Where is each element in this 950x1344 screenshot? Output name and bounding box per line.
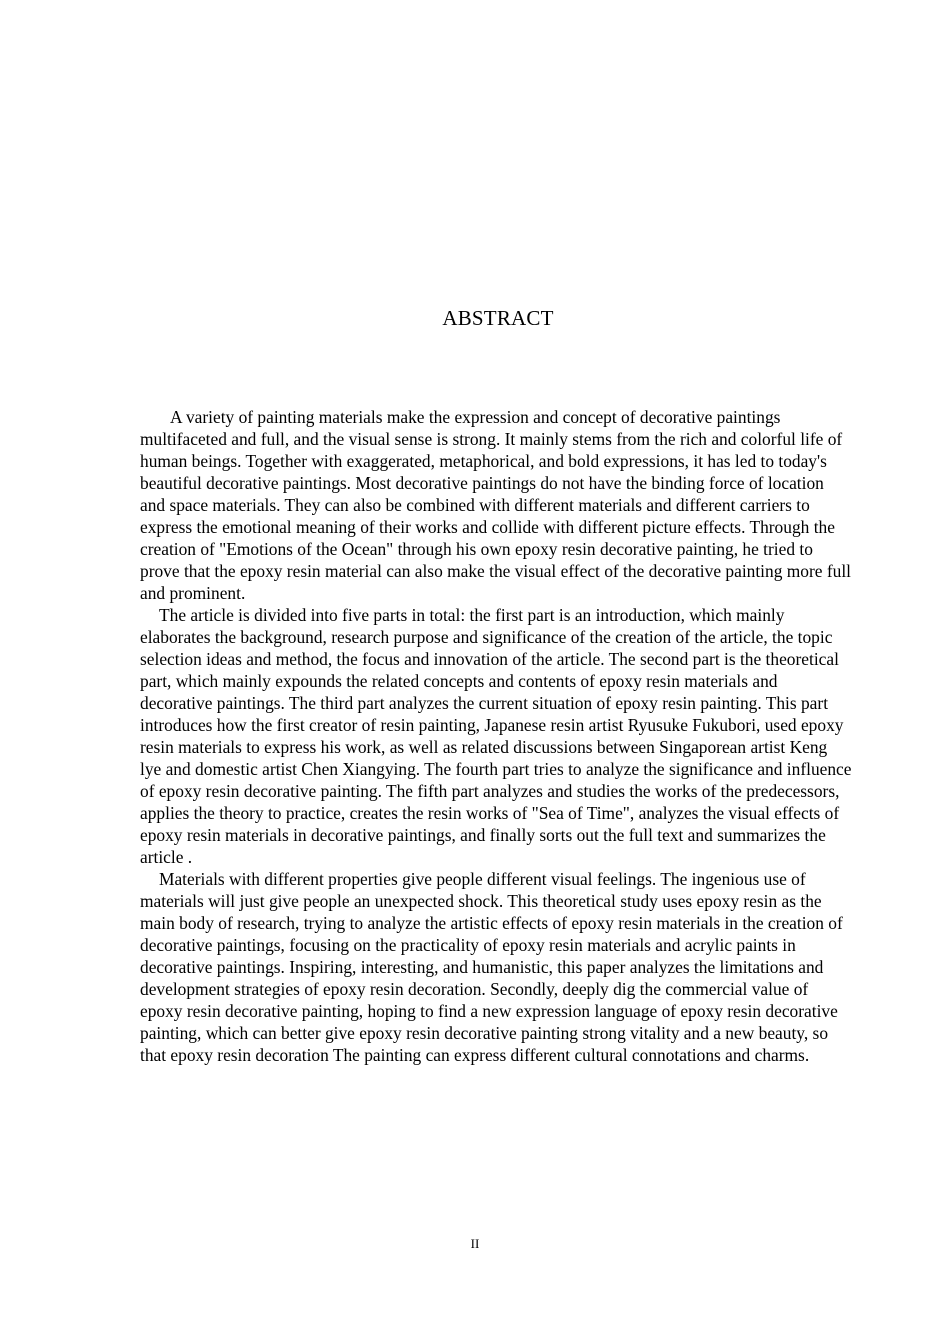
abstract-body [140, 406, 852, 1066]
abstract-paragraph-1: A variety of painting materials make the expression and concept of decorative paintings multifaceted and full, and the visual sense is strong. It mainly stems from the rich and colorful life of human beings. Together with exaggerated, metaphorical, and bold expressions, it has led to today's beautiful decorative paintings. Most decorative paintings do not have the binding force of location and space materials. They can also be combined with different materials and different carriers to express the emotional meaning of their works and collide with different picture effects. Through the creation of "Emotions of the Ocean" through his own epoxy resin decorative painting, he tried to prove that the epoxy resin material can also make the visual effect of the decorative painting more full and prominent. [140, 407, 851, 603]
page-number: II [470, 1236, 480, 1251]
abstract-paragraph-3: Materials with different properties give people different visual feelings. The ingenious use of materials will just give people an unexpected shock. This theoretical study uses epoxy resin as the main body of research, trying to analyze the artistic effects of epoxy resin materials in the creation of decorative paintings, focusing on the practicality of epoxy resin materials and acrylic paints in decorative paintings. Inspiring, interesting, and humanistic, this paper analyzes the limitations and development strategies of epoxy resin decoration. Secondly, deeply dig the commercial value of epoxy resin decorative painting, hoping to find a new expression language of epoxy resin decorative painting, which can better give epoxy resin decorative painting strong vitality and a new beauty, so that epoxy resin decoration The painting can express different cultural connotations and charms. [140, 869, 843, 1065]
abstract-paragraph-2: The article is divided into five parts in total: the first part is an introduction, which mainly elaborates the background, research purpose and significance of the creation of the article, the topic selection ideas and method, the focus and innovation of the article. The second part is the theoretical part, which mainly expounds the related concepts and contents of epoxy resin materials and decorative paintings. The third part analyzes the current situation of epoxy resin painting. This part introduces how the first creator of resin painting, Japanese resin artist Ryusuke Fukubori, used epoxy resin materials to express his work, as well as related discussions between Singaporean artist Keng lye and domestic artist Chen Xiangying. The fourth part tries to analyze the significance and influence of epoxy resin decorative painting. The fifth part analyzes and studies the works of the predecessors, applies the theory to practice, creates the resin works of "Sea of Time", analyzes the visual effects of epoxy resin materials in decorative paintings, and finally sorts out the full text and summarizes the article . [140, 605, 852, 867]
abstract-heading: ABSTRACT [442, 306, 554, 330]
